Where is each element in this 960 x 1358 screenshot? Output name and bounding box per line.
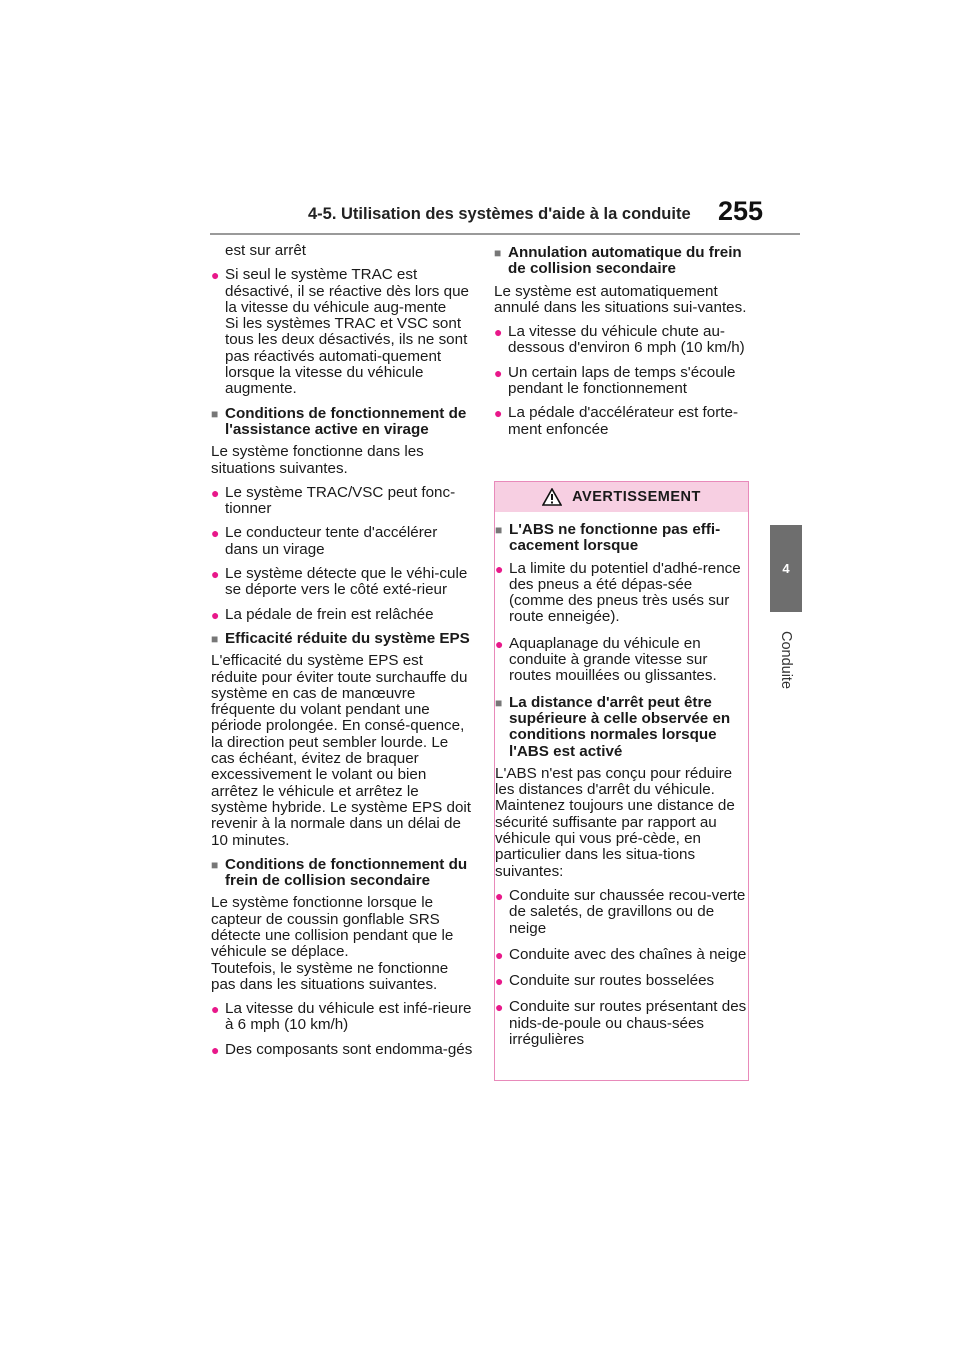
square-bullet-icon: ■ [495, 523, 503, 537]
paragraph: L'ABS n'est pas conçu pour réduire les distances d'arrêt du véhicule. Maintenez toujours une distance de sécurité suffisante par rapport au véhicule qui vous pré-cède, en particulier dans les situa-tions suivantes: [495, 764, 735, 880]
bullet-icon: ● [494, 324, 503, 341]
paragraph: Toutefois, le système ne fonctionne pas dans les situations suivantes. [211, 959, 449, 993]
warning-triangle-icon [542, 488, 562, 506]
bullet-icon: ● [495, 946, 504, 963]
header-divider [210, 233, 800, 235]
bullet-icon: ● [211, 606, 220, 623]
section-heading: ■ Conditions de fonctionnement de l'assistance active en virage [211, 404, 467, 438]
list-item: ● Conduite sur routes présentant des nids-de-poule ou chaus-sées irrégulières [495, 998, 747, 1049]
header-title: 4-5. Utilisation des systèmes d'aide à la conduite [308, 205, 691, 223]
bullet-icon: ● [495, 999, 504, 1016]
list-item: ● La vitesse du véhicule chute au-dessous d'environ 6 mph (10 km/h) [494, 323, 745, 357]
bullet-icon: ● [495, 973, 504, 990]
continuation-text: est sur arrêt [225, 242, 307, 259]
chapter-tab[interactable] [770, 525, 802, 612]
bullet-icon: ● [211, 1041, 220, 1058]
bullet-icon: ● [495, 887, 504, 904]
section-heading: ■ La distance d'arrêt peut être supérieure à celle observée en conditions normales lorsque l'ABS est activé [495, 693, 731, 760]
paragraph: Le système fonctionne dans les situations suivantes. [211, 443, 424, 477]
bullet-icon: ● [211, 525, 220, 542]
list-item: ● La pédale de frein est relâchée [211, 605, 434, 623]
square-bullet-icon: ■ [211, 857, 219, 872]
warning-box [494, 481, 749, 1081]
paragraph: L'efficacité du système EPS est réduite pour éviter toute surchauffe du système en cas de manœuvre fréquente du volant pendant une période prolongée. En consé-quence, la direction peut sembler lourde. Le cas échéant, évitez de braquer excessivement le volant ou bien arrêtez le véhicule et arrêtez le système hybride. Le système EPS doit revenir à la normale dans un délai de 10 minutes. [211, 652, 471, 849]
list-item: ● Le système détecte que le véhi-cule se déporte vers le côté exté-rieur [211, 565, 468, 599]
left-column [211, 243, 473, 1066]
square-bullet-icon: ■ [211, 631, 219, 646]
list-item: ● Conduite avec des chaînes à neige [495, 945, 747, 963]
chapter-label: Conduite [778, 630, 795, 690]
list-item: ● Si seul le système TRAC est désactivé, il se réactive dès lors que la vitesse du véhicule aug-mente Si les systèmes TRAC et VSC sont tous les deux désactivés, ils ne sont pas réactivés automati-quement lorsque la vitesse du véhicule augmente. [211, 266, 469, 398]
list-item: ● La limite du potentiel d'adhé-rence des pneus a été dépas-sée (comme des pneus très usés sur route enneigée). [495, 559, 741, 626]
bullet-icon: ● [211, 484, 220, 501]
list-item: ● La pédale d'accélérateur est forte-ment enfoncée [494, 404, 739, 438]
page-number: 255 [718, 196, 764, 226]
chapter-number: 4 [782, 561, 790, 576]
section-heading: ■ Efficacité réduite du système EPS [211, 629, 470, 647]
list-item: ● Aquaplanage du véhicule en conduite à grande vitesse sur routes mouillées ou glissantes. [495, 634, 717, 685]
list-item: ● Conduite sur routes bosselées [495, 972, 715, 990]
square-bullet-icon: ■ [495, 695, 503, 710]
paragraph: Le système est automatiquement annulé dans les situations sui-vantes. [494, 282, 747, 316]
warning-header [495, 482, 748, 512]
list-item: ● Des composants sont endomma-gés [211, 1040, 473, 1058]
bullet-icon: ● [495, 635, 504, 652]
list-item: ● Le conducteur tente d'accélérer dans un virage [211, 524, 438, 558]
bullet-icon: ● [494, 405, 503, 422]
list-item: ● Un certain laps de temps s'écoule pendant le fonctionnement [494, 363, 736, 398]
list-item: ● Conduite sur chaussée recou-verte de saletés, de gravillons ou de neige [495, 886, 746, 937]
bullet-icon: ● [211, 267, 220, 284]
square-bullet-icon: ■ [211, 406, 219, 421]
warning-body [495, 512, 748, 1048]
list-item: ● Le système TRAC/VSC peut fonc-tionner [211, 483, 456, 518]
bullet-icon: ● [494, 364, 503, 381]
right-column [494, 243, 759, 446]
bullet-icon: ● [211, 566, 220, 583]
bullet-icon: ● [495, 560, 504, 577]
square-bullet-icon: ■ [494, 246, 502, 260]
section-heading: ■ L'ABS ne fonctionne pas effi-cacement lorsque [495, 521, 721, 555]
section-heading: ■ Conditions de fonctionnement du frein de collision secondaire [211, 855, 468, 890]
warning-title: AVERTISSEMENT [572, 489, 701, 505]
paragraph: Le système fonctionne lorsque le capteur de coussin gonflable SRS détecte une collision pendant que le véhicule se déplace. [211, 894, 454, 961]
bullet-icon: ● [211, 1001, 220, 1018]
section-heading: ■ Annulation automatique du frein de collision secondaire [494, 244, 742, 278]
list-item: ● La vitesse du véhicule est infé-rieure à 6 mph (10 km/h) [211, 1000, 472, 1034]
